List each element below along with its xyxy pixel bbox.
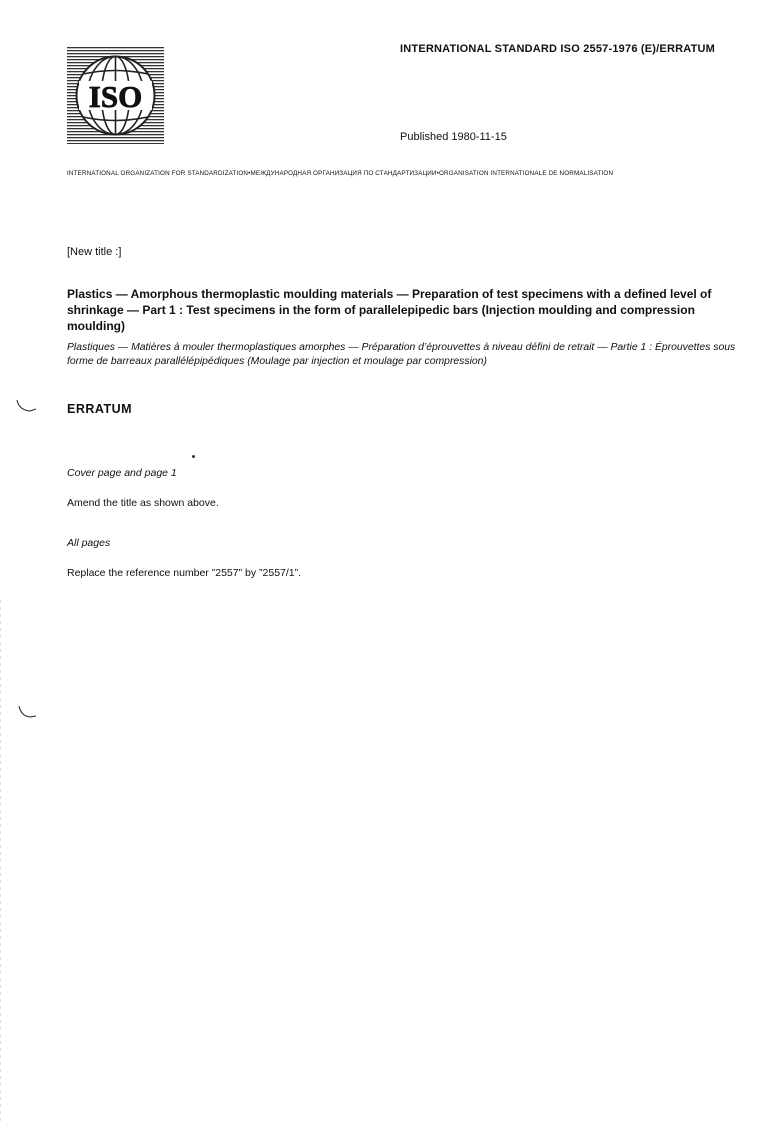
section-text-amend-title: Amend the title as shown above. [67,497,219,509]
margin-mark-top [14,398,40,416]
published-date: Published 1980-11-15 [400,131,507,143]
organization-line: INTERNATIONAL ORGANIZATION FOR STANDARDIZATION•МЕЖДУНАРОДНАЯ ОРГАНИЗАЦИЯ ПО СТАНДАРТИЗАЦИИ•ORGANISATION INTERNATIONALE DE NORMALISATION [67,170,614,177]
title-french: Plastiques — Matières à mouler thermoplastiques amorphes — Préparation d’éprouvettes à niveau défini de retrait — Partie 1 : Éprouvettes sous forme de barreaux parallélépipédiques (Moulage par injection et moulage par compression) [67,342,736,367]
margin-mark-bottom [16,704,40,722]
new-title-label: [New title :] [67,246,122,258]
section-heading-all-pages: All pages [67,537,111,549]
iso-logo [67,47,164,144]
title-english: Plastics — Amorphous thermoplastic moulding materials — Preparation of test specimens with a defined level of shrinkage — Part 1 : Test specimens in the form of parallelepipedic bars (Injection moulding and compression moulding) [67,287,712,333]
section-heading-cover-page: Cover page and page 1 [67,467,177,479]
standard-title: INTERNATIONAL STANDARD ISO 2557-1976 (E)/ERRATUM [400,43,715,55]
iso-logo-text: ISO [88,79,143,114]
scan-edge-line [0,600,1,1122]
scan-speck [192,455,195,458]
section-text-replace-reference: Replace the reference number ”2557” by ”2557/1”. [67,567,302,579]
iso-logo-graphic [67,47,164,144]
erratum-heading: ERRATUM [67,402,133,416]
